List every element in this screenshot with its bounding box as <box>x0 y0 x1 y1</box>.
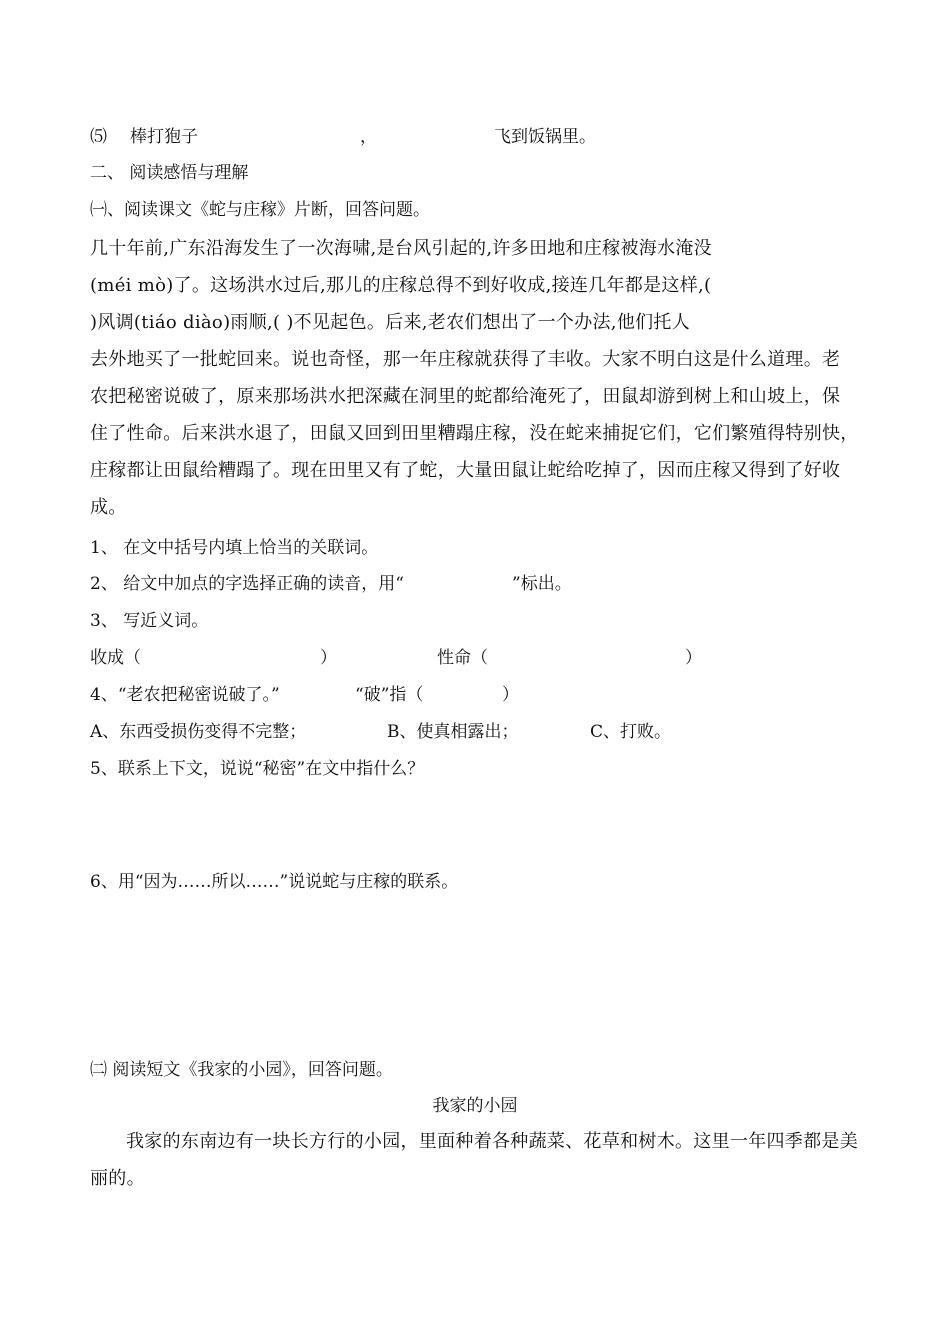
passage-line: 成。 <box>90 497 127 518</box>
section-heading: 二、 阅读感悟与理解 <box>90 163 249 183</box>
passage-title: 我家的小园 <box>432 1096 518 1116</box>
idiom-part-2: 飞到饭锅里。 <box>494 127 596 147</box>
question-4-quote: 4、“老农把秘密说破了。” <box>90 685 280 705</box>
part2-intro: ㈡ 阅读短文《我家的小园》，回答问题。 <box>90 1060 393 1080</box>
synonym-1-close: ） <box>320 648 337 668</box>
passage-line: )风调(tiáo diào)雨顺,( )不见起色。后来,老农们想出了一个办法,他们托人 <box>90 312 691 333</box>
passage-line: (méi mò)了。这场洪水过后,那儿的庄稼总得不到好收成,接连几年都是这样,( <box>90 275 712 296</box>
reading-passage <box>90 230 862 526</box>
synonym-2-label: 性命（ <box>437 648 488 668</box>
question-2-left: 2、 给文中加点的字选择正确的读音，用“ <box>90 574 404 594</box>
passage-2-paragraph: 我家的东南边有一块长方行的小园，里面种着各种蔬菜、花草和树木。这里一年四季都是美丽的。 <box>90 1131 858 1189</box>
passage-line: 庄稼都让田鼠给糟蹋了。现在田里又有了蛇，大量田鼠让蛇给吃掉了，因而庄稼又得到了好收 <box>90 460 841 481</box>
part1-intro: ㈠、阅读课文《蛇与庄稼》片断，回答问题。 <box>90 200 430 220</box>
passage-line: 几十年前,广东沿海发生了一次海啸,是台风引起的,许多田地和庄稼被海水淹没 <box>90 238 712 259</box>
passage-line: 农把秘密说破了，原来那场洪水把深藏在洞里的蛇都给淹死了，田鼠却游到树上和山坡上，保 <box>90 386 841 407</box>
synonym-1-label: 收成（ <box>90 648 141 668</box>
question-5: 5、联系上下文，说说“秘密”在文中指什么？ <box>90 759 425 779</box>
idiom-part-1: 棒打狍子 <box>130 127 198 147</box>
question-2-right: ”标出。 <box>512 574 572 594</box>
option-a: A、东西受损伤变得不完整； <box>90 722 307 742</box>
option-b: B、使真相露出； <box>387 722 519 742</box>
question-4-prompt: “破”指（ <box>355 685 424 705</box>
synonym-2-close: ） <box>685 648 702 668</box>
question-number: ⑸ <box>90 127 107 147</box>
comma-separator: ， <box>360 127 377 147</box>
question-1: 1、 在文中括号内填上恰当的关联词。 <box>90 538 379 558</box>
question-4-close: ） <box>502 685 519 705</box>
passage-line: 住了性命。后来洪水退了，田鼠又回到田里糟蹋庄稼，没在蛇来捕捉它们，它们繁殖得特别快， <box>90 423 859 444</box>
passage-line: 去外地买了一批蛇回来。说也奇怪，那一年庄稼就获得了丰收。大家不明白这是什么道理。老 <box>90 349 841 370</box>
option-c: C、打败。 <box>590 722 672 742</box>
question-6: 6、用“因为……所以……”说说蛇与庄稼的联系。 <box>90 872 459 892</box>
question-3: 3、 写近义词。 <box>90 611 209 631</box>
